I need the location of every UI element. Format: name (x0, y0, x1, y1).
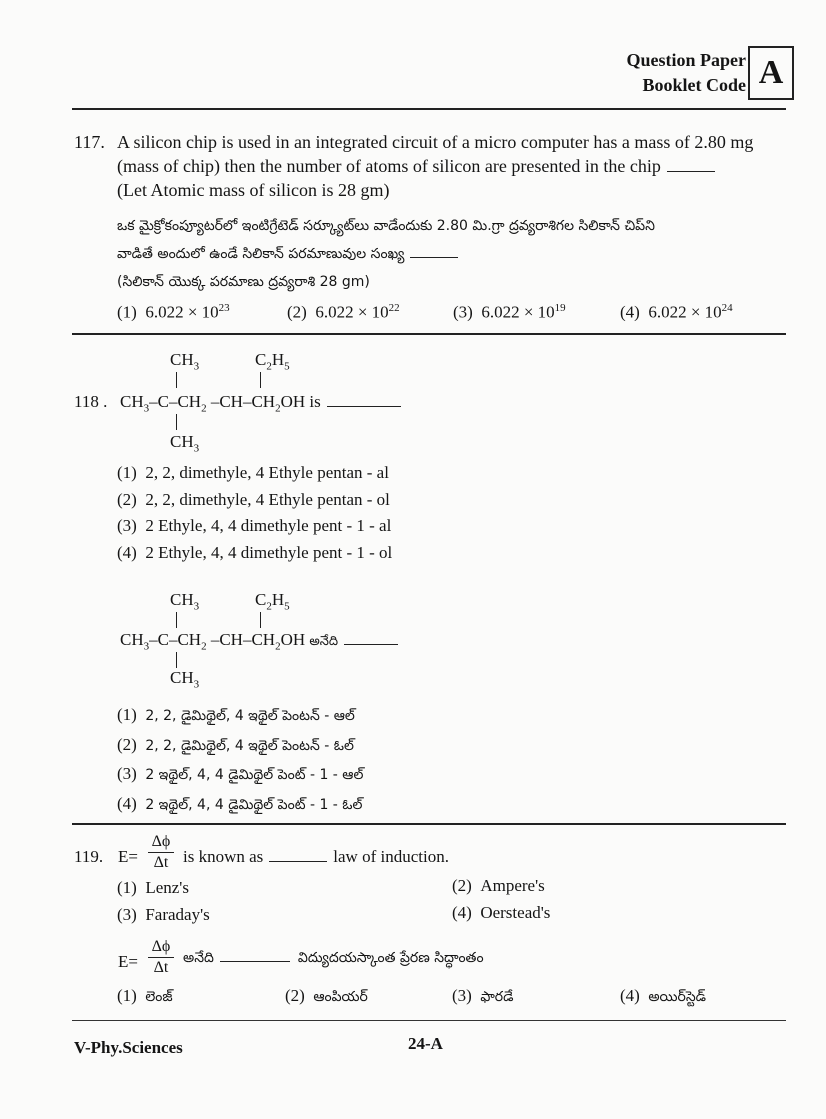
q119-te-option-4[interactable] (620, 985, 706, 1009)
q118-main-chain (120, 392, 401, 414)
option-text: లెంజ్ (145, 989, 173, 1005)
q119-divider (72, 1020, 786, 1021)
sub: 3 (193, 678, 200, 691)
q118-te-option-2[interactable] (117, 730, 363, 760)
option-num: (4) (117, 542, 137, 562)
q119-lhs: E= (118, 847, 138, 866)
option-num: (3) (117, 516, 137, 535)
is-text: is (309, 392, 321, 411)
option-num: (4) (452, 903, 472, 922)
q119-text (183, 845, 449, 869)
option-num: (1) (117, 878, 137, 897)
q119-fraction (148, 832, 174, 873)
q117-option-1[interactable] (117, 302, 230, 323)
te-is-text: అనేది (309, 634, 339, 649)
option-text: 2 Ethyle, 4, 4 dimethyle pent - 1 - al (145, 516, 392, 535)
bond-line (176, 372, 177, 388)
option-num: (3) (117, 905, 137, 924)
option-num: (3) (452, 986, 472, 1005)
option-text: అయిర్‌స్టెడ్ (648, 989, 707, 1005)
header-divider (72, 108, 786, 110)
sub: 2 (201, 402, 207, 415)
ch3-text: CH (170, 668, 194, 687)
q118-divider (72, 823, 786, 825)
option-text: Lenz's (145, 878, 189, 897)
q117-te-blank (410, 243, 458, 258)
option-exp: 22 (388, 302, 400, 314)
option-base: 6.022 × 10 (145, 302, 219, 322)
q118-ch3-bottom (170, 432, 199, 454)
fraction-denominator: Δt (153, 854, 169, 871)
q119-option-1[interactable] (117, 878, 189, 898)
option-num: (1) (117, 463, 137, 482)
q118-te-ch3-top (170, 590, 199, 612)
q118-ch3-top (170, 350, 199, 372)
q117-te-line1: ఒక మైక్రోకంప్యూటర్‌లో ఇంటిగ్రేటెడ్ సర్క్యూట్‌లు వాడేందుకు 2.80 మి.గ్రా ద్రవ్యరాశిగల సిలికాన్ చిప్‌ని (117, 218, 655, 234)
option-num: (2) (117, 734, 137, 754)
c-text: C (255, 350, 267, 369)
option-base: 6.022 × 10 (648, 302, 722, 322)
q118-options-te (117, 700, 363, 818)
fraction-numerator: Δϕ (151, 938, 171, 955)
q119-option-4[interactable] (452, 903, 550, 923)
q117-text-en (117, 130, 789, 202)
q117-line2-text: (mass of chip) then the number of atoms of silicon are presented in the chip (117, 156, 661, 176)
sub: 3 (143, 402, 150, 415)
option-base: 6.022 × 10 (315, 302, 389, 322)
q117-te-line3: (సిలికాన్ యొక్క పరమాణు ద్రవ్యరాశి 28 gm) (117, 274, 370, 290)
q118-te-c2h5: $C_2H_5$ (255, 590, 290, 613)
sub: 3 (193, 442, 200, 455)
sub: 2 (266, 360, 272, 373)
option-text: 2, 2, dimethyle, 4 Ethyle pentan - al (145, 463, 389, 482)
chain-part: CH (120, 392, 144, 411)
option-exp: 24 (721, 302, 733, 314)
chain-part: –CH–CH (206, 392, 276, 411)
q118-te-option-3[interactable] (117, 759, 363, 789)
ch3-text: CH (170, 590, 194, 609)
chain-part: –C–CH (149, 630, 202, 649)
sub: 3 (143, 640, 150, 653)
q119-te-fraction (148, 937, 174, 978)
question-paper-label: Question Paper (626, 50, 746, 70)
bond-line (260, 612, 261, 628)
option-text: 2 ఇథైల్, 4, 4 డైమిథైల్ పెంట్ - 1 - ఆల్ (145, 767, 364, 783)
option-text: 2, 2, dimethyle, 4 Ethyle pentan - ol (145, 489, 390, 509)
q118-c2h5: $C_2H_5$ (255, 350, 290, 373)
q118-number: 118 . (74, 392, 108, 411)
q118-option-1[interactable] (117, 460, 392, 487)
sub: 2 (275, 402, 281, 415)
q119-number: 119. (74, 847, 104, 866)
chain-part: OH (280, 392, 306, 411)
sub: 3 (193, 600, 200, 613)
option-base: 6.022 × 10 (481, 302, 555, 322)
sub: 2 (201, 640, 207, 653)
q119-te-option-3[interactable] (452, 985, 513, 1009)
q119-text-tail: law of induction. (333, 847, 449, 866)
q119-blank (269, 847, 327, 862)
ch3-text: CH (170, 432, 194, 451)
bond-line (176, 612, 177, 628)
chain-part: CH (120, 630, 144, 649)
option-num: (3) (117, 764, 137, 783)
q118-te-main-chain (120, 630, 398, 654)
option-num: (2) (452, 876, 472, 895)
option-num: (2) (117, 489, 137, 509)
q118-options-en (117, 460, 392, 566)
q118-option-2[interactable] (117, 487, 392, 514)
option-text: ఫారడే (480, 989, 514, 1005)
q118-option-3[interactable] (117, 513, 392, 540)
q118-te-option-4[interactable] (117, 789, 363, 819)
option-exp: 19 (554, 302, 566, 314)
chain-part: –CH–CH (206, 630, 276, 649)
q117-blank (667, 157, 715, 172)
c-text: C (255, 590, 267, 609)
option-text: Oerstead's (480, 903, 551, 922)
option-text: Faraday's (145, 905, 210, 924)
fraction-denominator: Δt (153, 959, 169, 976)
q118-blank (327, 392, 401, 407)
q117-option-4[interactable] (620, 302, 733, 323)
sub: 2 (266, 600, 272, 613)
q118-option-4[interactable] (117, 540, 392, 567)
sub: 5 (284, 600, 290, 613)
sub: 2 (275, 640, 281, 653)
q119-option-2[interactable] (452, 876, 545, 896)
q117-text-te (117, 214, 797, 294)
q119-te-option-1[interactable] (117, 985, 173, 1009)
option-text: ఆంపియర్ (313, 989, 368, 1005)
q117-line2 (117, 154, 789, 178)
option-num: (3) (453, 302, 473, 322)
q118-te-option-1[interactable] (117, 700, 363, 730)
q117-number: 117. (74, 132, 105, 152)
booklet-code-label (627, 48, 747, 98)
q119-text-en: is known as (183, 847, 264, 866)
option-text: Ampere's (480, 876, 545, 895)
bond-line (176, 414, 177, 430)
q119-te-text (183, 946, 484, 970)
booklet-code-text: Booklet Code (642, 75, 746, 95)
option-num: (1) (117, 302, 137, 322)
bond-line (176, 652, 177, 668)
option-num: (1) (117, 986, 137, 1005)
booklet-code-box: A (748, 46, 794, 100)
q117-te-line2 (117, 242, 797, 266)
chain-part: OH (280, 630, 306, 649)
option-text: 2, 2, డైమిథైల్, 4 ఇథైల్ పెంటన్ - ఓల్ (145, 737, 354, 754)
option-num: (4) (620, 986, 640, 1005)
q119-te-is: అనేది (183, 950, 214, 966)
option-num: (2) (287, 302, 307, 322)
q118-te-ch3-bottom (170, 668, 199, 690)
q117-option-2[interactable] (287, 302, 400, 323)
sub: 3 (193, 360, 200, 373)
q119-te-tail: విద్యుదయస్కాంత ప్రేరణ సిద్ధాంతం (297, 950, 484, 966)
ch3-text: CH (170, 350, 194, 369)
q119-te-lhs: E= (118, 952, 138, 971)
footer-page-number: 24-A (408, 1034, 443, 1053)
option-num: (4) (620, 302, 640, 322)
option-text: 2 Ethyle, 4, 4 dimethyle pent - 1 - ol (145, 542, 393, 562)
q117-te-line2-text: వాడితే అందులో ఉండే సిలికాన్ పరమాణువుల సంఖ్య (117, 246, 405, 262)
q118-te-blank (344, 630, 398, 645)
q119-option-3[interactable] (117, 905, 210, 925)
chain-part: –C–CH (149, 392, 202, 411)
option-num: (4) (117, 793, 137, 813)
q119-te-blank (220, 947, 290, 962)
option-num: (2) (285, 986, 305, 1005)
option-text: 2 ఇథైల్, 4, 4 డైమిథైల్ పెంట్ - 1 - ఓల్ (145, 796, 363, 813)
q117-option-3[interactable] (453, 302, 566, 323)
option-exp: 23 (218, 302, 230, 314)
bond-line (260, 372, 261, 388)
sub: 5 (284, 360, 290, 373)
option-text: 2, 2, డైమిథైల్, 4 ఇథైల్ పెంటన్ - ఆల్ (145, 708, 355, 724)
q117-line3: (Let Atomic mass of silicon is 28 gm) (117, 180, 390, 200)
q117-line1: A silicon chip is used in an integrated circuit of a micro computer has a mass of 2.80 mg (117, 132, 754, 152)
q119-te-option-2[interactable] (285, 985, 368, 1009)
fraction-numerator: Δϕ (151, 833, 171, 850)
q117-divider (72, 333, 786, 335)
footer-subject: V-Phy.Sciences (74, 1038, 183, 1057)
option-num: (1) (117, 705, 137, 724)
